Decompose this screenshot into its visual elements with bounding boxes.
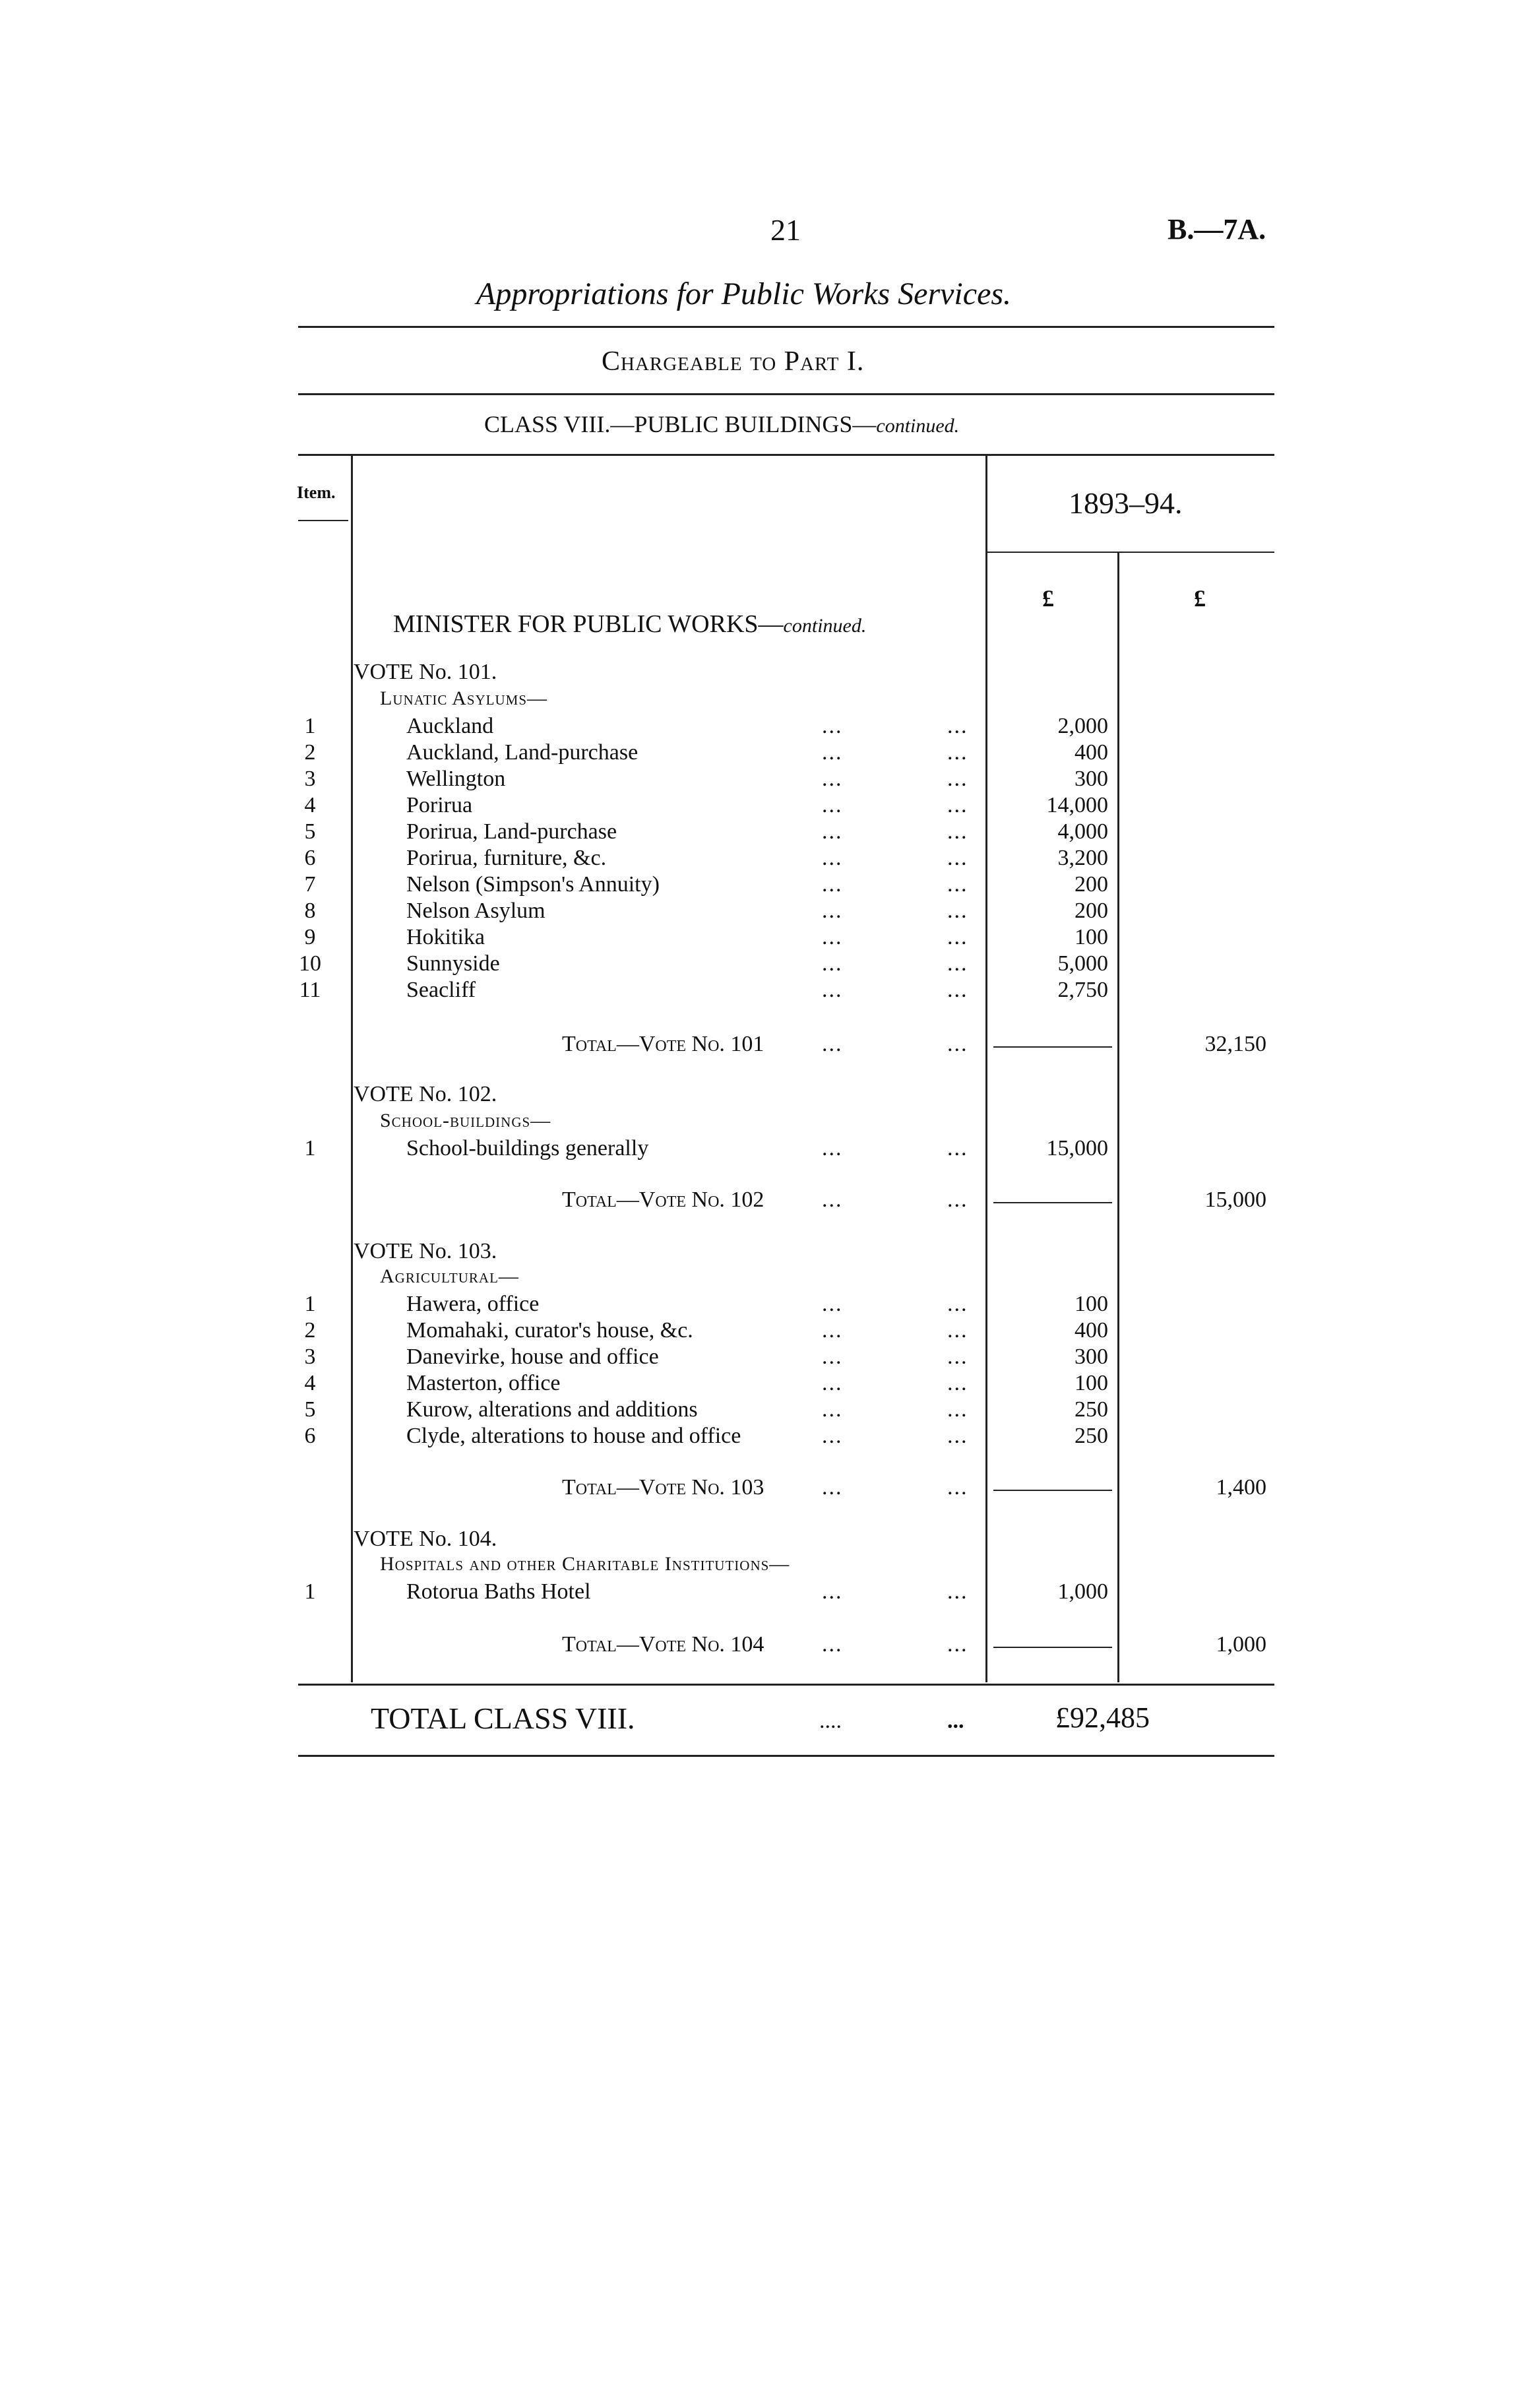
table-row — [0, 978, 1527, 1004]
leader-dots: ... — [822, 1345, 843, 1369]
minister-heading — [393, 610, 866, 639]
item-name: Porirua, furniture, &c. — [406, 846, 607, 870]
item-number: 4 — [304, 1371, 316, 1395]
amount-currency-header: £ — [1042, 585, 1054, 612]
leader-dots: ... — [947, 1136, 968, 1160]
item-name: Nelson Asylum — [406, 899, 545, 923]
minister-heading-text: MINISTER FOR PUBLIC WORKS— — [393, 610, 784, 638]
table-row — [0, 1424, 1527, 1450]
item-name: Auckland — [406, 714, 494, 738]
item-name: Nelson (Simpson's Annuity) — [406, 872, 660, 897]
table-row — [0, 1397, 1527, 1424]
table-row — [0, 740, 1527, 767]
item-name: Auckland, Land-purchase — [406, 740, 639, 765]
leader-dots: ... — [947, 1632, 968, 1657]
leader-dots: ... — [947, 872, 968, 897]
class-heading — [484, 410, 959, 438]
table-row — [0, 1371, 1527, 1397]
leader-dots: ... — [822, 846, 843, 870]
leader-dots: ... — [822, 1424, 843, 1448]
rule-top — [298, 326, 1274, 328]
table-row — [0, 1136, 1527, 1162]
item-number: 6 — [304, 1424, 316, 1448]
vote-heading: VOTE No. 102. — [354, 1082, 497, 1106]
table-row — [0, 1579, 1527, 1606]
table-row — [0, 899, 1527, 925]
leader-dots: ... — [947, 1475, 968, 1500]
item-amount: 100 — [1075, 1292, 1108, 1316]
item-name: Danevirke, house and office — [406, 1345, 659, 1369]
leader-dots: ... — [822, 872, 843, 897]
leader-dots: ... — [822, 819, 843, 844]
table-row — [0, 925, 1527, 951]
vote-total-label: Total—Vote No. 102 — [562, 1188, 764, 1212]
amount-rule — [993, 1647, 1112, 1648]
table-row — [0, 1292, 1527, 1318]
rule-grand-total-bottom — [298, 1755, 1274, 1757]
page-title: Appropriations for Public Works Services. — [476, 276, 1012, 311]
item-number: 5 — [304, 819, 316, 844]
leader-dots: ... — [947, 925, 968, 949]
table-row — [0, 819, 1527, 846]
leader-dots: ... — [822, 1475, 843, 1500]
amount-rule — [993, 1202, 1112, 1203]
vote-heading: VOTE No. 103. — [354, 1239, 497, 1263]
item-name: Seacliff — [406, 978, 476, 1002]
item-amount: 14,000 — [1046, 793, 1108, 817]
item-name: Clyde, alterations to house and office — [406, 1424, 741, 1448]
leader-dots: ... — [822, 1397, 843, 1422]
leader-dots: ... — [947, 978, 968, 1002]
leader-dots: ... — [822, 1136, 843, 1160]
leader-dots: .... — [819, 1709, 842, 1733]
vote-heading: VOTE No. 101. — [354, 660, 497, 684]
vote-total-row — [0, 1475, 1527, 1502]
leader-dots: ... — [947, 1292, 968, 1316]
leader-dots: ... — [947, 714, 968, 738]
leader-dots: ... — [947, 899, 968, 923]
item-number: 4 — [304, 793, 316, 817]
amount-rule — [993, 1490, 1112, 1491]
leader-dots: ... — [822, 793, 843, 817]
page-number: 21 — [770, 213, 801, 247]
vote-total-label: Total—Vote No. 101 — [562, 1032, 764, 1056]
leader-dots: ... — [822, 1318, 843, 1343]
item-amount: 250 — [1075, 1424, 1108, 1448]
item-name: Porirua — [406, 793, 473, 817]
item-name: Porirua, Land-purchase — [406, 819, 617, 844]
item-number: 2 — [304, 1318, 316, 1343]
vote-total-amount: 15,000 — [1204, 1188, 1266, 1212]
item-name: Wellington — [406, 767, 506, 791]
vote-total-amount: 1,400 — [1216, 1475, 1266, 1500]
vote-category: Agricultural— — [380, 1265, 519, 1287]
leader-dots: ... — [822, 1032, 843, 1056]
leader-dots: ... — [947, 951, 968, 976]
item-number: 10 — [299, 951, 321, 976]
leader-dots: ... — [947, 767, 968, 791]
leader-dots: ... — [947, 1188, 968, 1212]
item-number: 5 — [304, 1397, 316, 1422]
rule-chargeable — [298, 393, 1274, 395]
item-number: 6 — [304, 846, 316, 870]
class-heading-suffix: continued. — [876, 415, 960, 437]
leader-dots: ... — [947, 1032, 968, 1056]
item-amount: 5,000 — [1057, 951, 1108, 976]
vote-category: Lunatic Asylums— — [380, 687, 548, 709]
vote-total-amount: 32,150 — [1204, 1032, 1266, 1056]
item-name: Hawera, office — [406, 1292, 540, 1316]
leader-dots: ... — [947, 1397, 968, 1422]
item-amount: 2,750 — [1057, 978, 1108, 1002]
vote-heading: VOTE No. 104. — [354, 1527, 497, 1551]
item-amount: 300 — [1075, 767, 1108, 791]
item-number: 8 — [304, 899, 316, 923]
item-amount: 100 — [1075, 1371, 1108, 1395]
item-number: 2 — [304, 740, 316, 765]
leader-dots: ... — [822, 978, 843, 1002]
item-number: 1 — [304, 1579, 316, 1604]
item-name: Rotorua Baths Hotel — [406, 1579, 591, 1604]
year-header-underline — [987, 552, 1274, 553]
vote-total-row — [0, 1032, 1527, 1058]
year-header: 1893–94. — [1069, 486, 1183, 520]
table-row — [0, 793, 1527, 819]
item-number: 3 — [304, 767, 316, 791]
minister-heading-suffix: continued. — [783, 615, 867, 637]
leader-dots: ... — [947, 1318, 968, 1343]
item-header-underline — [298, 520, 348, 521]
item-amount: 200 — [1075, 899, 1108, 923]
item-amount: 100 — [1075, 925, 1108, 949]
chargeable-heading: Chargeable to Part I. — [602, 346, 865, 377]
leader-dots: ... — [947, 1345, 968, 1369]
total-currency-header: £ — [1194, 585, 1206, 612]
item-amount: 400 — [1075, 1318, 1108, 1343]
leader-dots: ... — [822, 740, 843, 765]
rule-grand-total-top — [298, 1684, 1274, 1686]
leader-dots: ... — [947, 1424, 968, 1448]
item-number: 1 — [304, 1136, 316, 1160]
leader-dots: ... — [947, 819, 968, 844]
item-number: 1 — [304, 1292, 316, 1316]
item-number: 7 — [304, 872, 316, 897]
leader-dots: ... — [822, 767, 843, 791]
item-amount: 15,000 — [1046, 1136, 1108, 1160]
leader-dots: ... — [947, 793, 968, 817]
class-heading-text: CLASS VIII.—PUBLIC BUILDINGS— — [484, 411, 877, 437]
table-row — [0, 1318, 1527, 1345]
item-amount: 200 — [1075, 872, 1108, 897]
leader-dots: ... — [947, 846, 968, 870]
item-amount: 250 — [1075, 1397, 1108, 1422]
amount-rule — [993, 1046, 1112, 1048]
vote-total-row — [0, 1188, 1527, 1214]
grand-total-amount: £92,485 — [1055, 1701, 1150, 1734]
rule-class — [298, 454, 1274, 456]
item-amount: 3,200 — [1057, 846, 1108, 870]
item-name: Masterton, office — [406, 1371, 561, 1395]
leader-dots: ... — [822, 1579, 843, 1604]
leader-dots: ... — [947, 1371, 968, 1395]
item-number: 9 — [304, 925, 316, 949]
item-number: 1 — [304, 714, 316, 738]
leader-dots: ... — [822, 1292, 843, 1316]
grand-total-label: TOTAL CLASS VIII. — [371, 1701, 635, 1735]
item-amount: 1,000 — [1057, 1579, 1108, 1604]
vote-total-label: Total—Vote No. 103 — [562, 1475, 764, 1500]
item-column-header: Item. — [297, 483, 336, 502]
leader-dots: ... — [947, 1579, 968, 1604]
item-name: Momahaki, curator's house, &c. — [406, 1318, 693, 1343]
item-number: 11 — [299, 978, 321, 1002]
leader-dots: ... — [822, 925, 843, 949]
leader-dots: ... — [822, 899, 843, 923]
vote-total-amount: 1,000 — [1216, 1632, 1266, 1657]
document-reference: B.—7A. — [1168, 213, 1266, 245]
table-row — [0, 1345, 1527, 1371]
item-name: School-buildings generally — [406, 1136, 649, 1160]
item-amount: 400 — [1075, 740, 1108, 765]
item-name: Kurow, alterations and additions — [406, 1397, 698, 1422]
table-row — [0, 951, 1527, 978]
item-name: Hokitika — [406, 925, 485, 949]
leader-dots: ... — [822, 1188, 843, 1212]
leader-dots: ... — [822, 714, 843, 738]
vote-category: Hospitals and other Charitable Institutions— — [380, 1553, 790, 1575]
table-row — [0, 767, 1527, 793]
leader-dots: ... — [822, 1632, 843, 1657]
vote-total-label: Total—Vote No. 104 — [562, 1632, 764, 1657]
vote-category: School-buildings— — [380, 1110, 551, 1131]
item-amount: 2,000 — [1057, 714, 1108, 738]
vote-total-row — [0, 1632, 1527, 1659]
leader-dots: ... — [947, 1709, 964, 1733]
item-number: 3 — [304, 1345, 316, 1369]
leader-dots: ... — [947, 740, 968, 765]
table-row — [0, 846, 1527, 872]
leader-dots: ... — [822, 951, 843, 976]
table-row — [0, 714, 1527, 740]
item-amount: 4,000 — [1057, 819, 1108, 844]
table-row — [0, 872, 1527, 899]
item-amount: 300 — [1075, 1345, 1108, 1369]
item-name: Sunnyside — [406, 951, 500, 976]
leader-dots: ... — [822, 1371, 843, 1395]
